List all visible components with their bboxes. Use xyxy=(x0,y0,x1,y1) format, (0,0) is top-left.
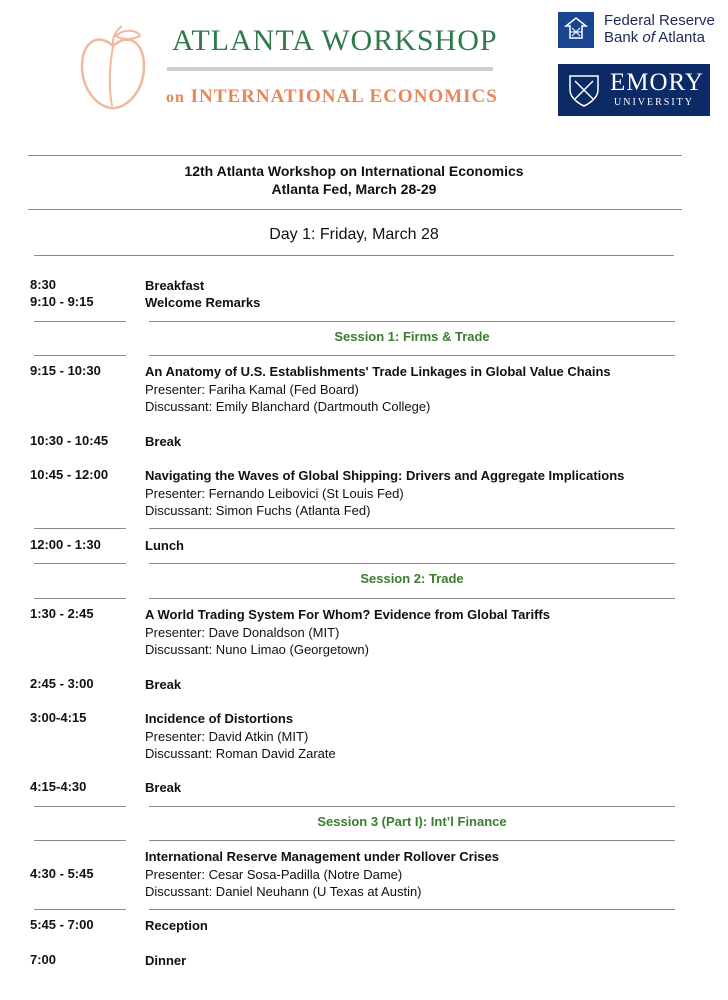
paper-discussant: Discussant: Daniel Neuhann (U Texas at Austin) xyxy=(145,884,422,899)
divider xyxy=(28,155,682,156)
paper-discussant: Discussant: Simon Fuchs (Atlanta Fed) xyxy=(145,503,371,518)
divider xyxy=(34,806,126,807)
agenda-time: 9:10 - 9:15 xyxy=(30,294,94,309)
divider xyxy=(149,355,675,356)
paper-discussant: Discussant: Emily Blanchard (Dartmouth College) xyxy=(145,399,431,414)
session-heading: Session 1: Firms & Trade xyxy=(334,329,490,344)
divider xyxy=(34,355,126,356)
agenda-title: Break xyxy=(145,677,182,692)
peach-logo-icon xyxy=(78,24,148,110)
divider xyxy=(149,528,675,529)
divider xyxy=(149,909,675,910)
paper-presenter: Presenter: Cesar Sosa-Padilla (Notre Dame) xyxy=(145,866,403,882)
divider xyxy=(34,840,126,841)
paper-presenter: Presenter: Dave Donaldson (MIT) xyxy=(145,624,340,640)
session-heading: Session 3 (Part I): Int’l Finance xyxy=(317,814,507,829)
divider xyxy=(34,321,126,322)
divider xyxy=(34,255,674,256)
workshop-brand-title: ATLANTA WORKSHOP xyxy=(172,24,498,57)
paper-title: Incidence of Distortions xyxy=(145,711,294,726)
agenda-time: 5:45 - 7:00 xyxy=(30,917,94,932)
agenda-title: Welcome Remarks xyxy=(145,295,261,310)
agenda-time: 4:30 - 5:45 xyxy=(30,866,94,881)
divider xyxy=(149,598,675,599)
day-title: Day 1: Friday, March 28 xyxy=(269,226,439,243)
agenda-title: Reception xyxy=(145,918,208,933)
paper-title: A World Trading System For Whom? Evidence from Global Tariffs xyxy=(145,607,550,622)
divider xyxy=(149,563,675,564)
agenda-title: Breakfast xyxy=(145,278,205,293)
agenda-time: 7:00 xyxy=(30,952,57,967)
agenda-title: Lunch xyxy=(145,538,184,553)
brand-subtitle-text: INTERNATIONAL ECONOMICS xyxy=(190,86,498,107)
emory-university: UNIVERSITY xyxy=(614,97,694,108)
agenda-title: Dinner xyxy=(145,953,187,968)
agenda-time: 10:45 - 12:00 xyxy=(30,467,109,482)
agenda-time: 10:30 - 10:45 xyxy=(30,433,109,448)
event-title: 12th Atlanta Workshop on International Economics xyxy=(184,163,524,179)
paper-title: An Anatomy of U.S. Establishments' Trade Linkages in Global Value Chains xyxy=(145,364,611,379)
agenda-time: 12:00 - 1:30 xyxy=(30,537,101,552)
divider xyxy=(34,563,126,564)
session-heading: Session 2: Trade xyxy=(360,571,464,586)
divider xyxy=(34,598,126,599)
emory-crest-icon xyxy=(566,72,602,108)
brand-divider xyxy=(167,67,493,71)
divider xyxy=(149,321,675,322)
event-subtitle: Atlanta Fed, March 28-29 xyxy=(271,181,437,197)
agenda-time: 1:30 - 2:45 xyxy=(30,606,94,621)
paper-discussant: Discussant: Nuno Limao (Georgetown) xyxy=(145,642,369,657)
agenda-title: Break xyxy=(145,434,182,449)
workshop-brand-subtitle xyxy=(166,86,498,108)
brand-on-word: on xyxy=(166,89,185,106)
divider xyxy=(34,909,126,910)
divider xyxy=(28,209,682,210)
divider xyxy=(149,806,675,807)
paper-title: Navigating the Waves of Global Shipping: Drivers and Aggregate Implications xyxy=(145,468,625,483)
agenda-time: 8:30 xyxy=(30,277,57,292)
paper-presenter: Presenter: David Atkin (MIT) xyxy=(145,728,309,744)
agenda-time: 2:45 - 3:00 xyxy=(30,676,94,691)
agenda-time: 3:00-4:15 xyxy=(30,710,87,725)
emory-name: EMORY xyxy=(610,69,704,96)
frb-line-2: Bank of Atlanta xyxy=(604,29,705,46)
emory-logo xyxy=(558,64,710,116)
federal-reserve-logo xyxy=(558,12,715,48)
frb-eagle-icon xyxy=(558,12,594,48)
divider xyxy=(149,840,675,841)
paper-discussant: Discussant: Roman David Zarate xyxy=(145,746,336,761)
agenda-time: 9:15 - 10:30 xyxy=(30,363,101,378)
paper-title: International Reserve Management under Rollover Crises xyxy=(145,849,499,864)
divider xyxy=(34,528,126,529)
frb-line-1: Federal Reserve xyxy=(604,12,715,29)
paper-presenter: Presenter: Fariha Kamal (Fed Board) xyxy=(145,381,359,397)
agenda-title: Break xyxy=(145,780,182,795)
agenda-time: 4:15-4:30 xyxy=(30,779,87,794)
paper-presenter: Presenter: Fernando Leibovici (St Louis Fed) xyxy=(145,485,404,501)
